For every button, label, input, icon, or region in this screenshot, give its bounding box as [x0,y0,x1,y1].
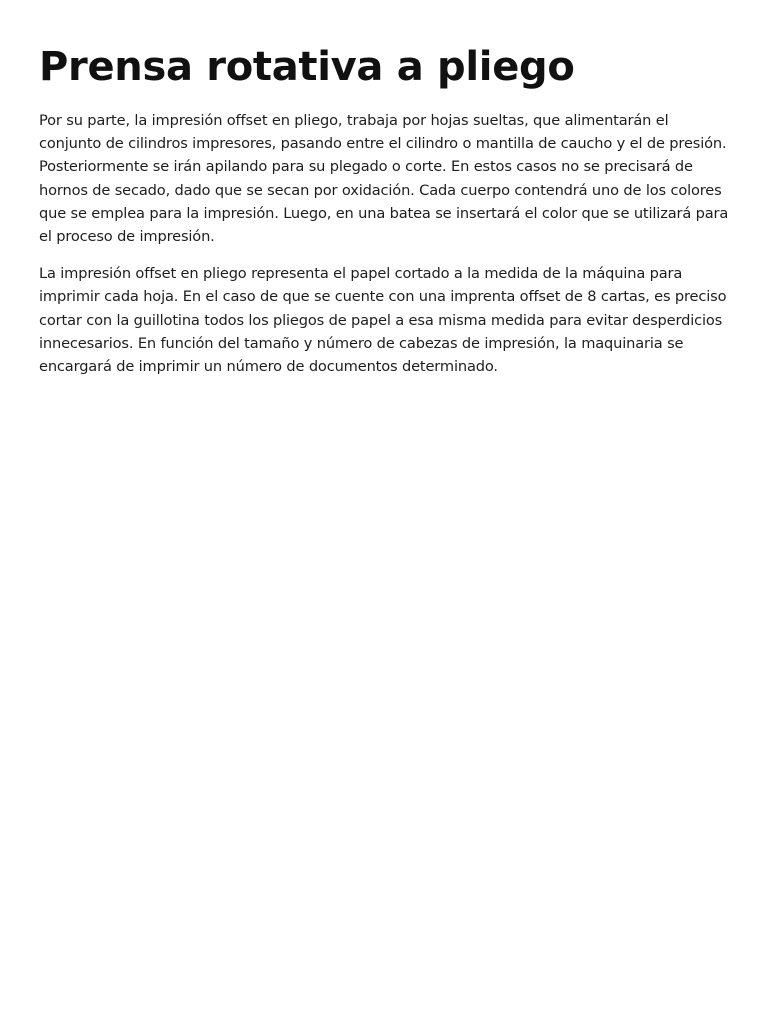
article-paragraph-1: Por su parte, la impresión offset en pliego, trabaja por hojas sueltas, que alimentarán el conjunto de cilindros impresores, pasando entre el cilindro o mantilla de caucho y el de presión. Posteriormente se irán apilando para su plegado o corte. En estos casos no se precisará de hornos de secado, dado que se secan por oxidación. Cada cuerpo contendrá uno de los colores que se emplea para la impresión. Luego, en una batea se insertará el color que se utilizará para el proceso de impresión. [39,112,729,246]
article [39,0,729,378]
article-paragraph-2: La impresión offset en pliego representa el papel cortado a la medida de la máquina para imprimir cada hoja. En el caso de que se cuente con una imprenta offset de 8 cartas, es preciso cortar con la guillotina todos los pliegos de papel a esa misma medida para evitar desperdicios innecesarios. En función del tamaño y número de cabezas de impresión, la maquinaria se encargará de imprimir un número de documentos determinado. [39,265,727,376]
page-title: Prensa rotativa a pliego [39,44,575,90]
